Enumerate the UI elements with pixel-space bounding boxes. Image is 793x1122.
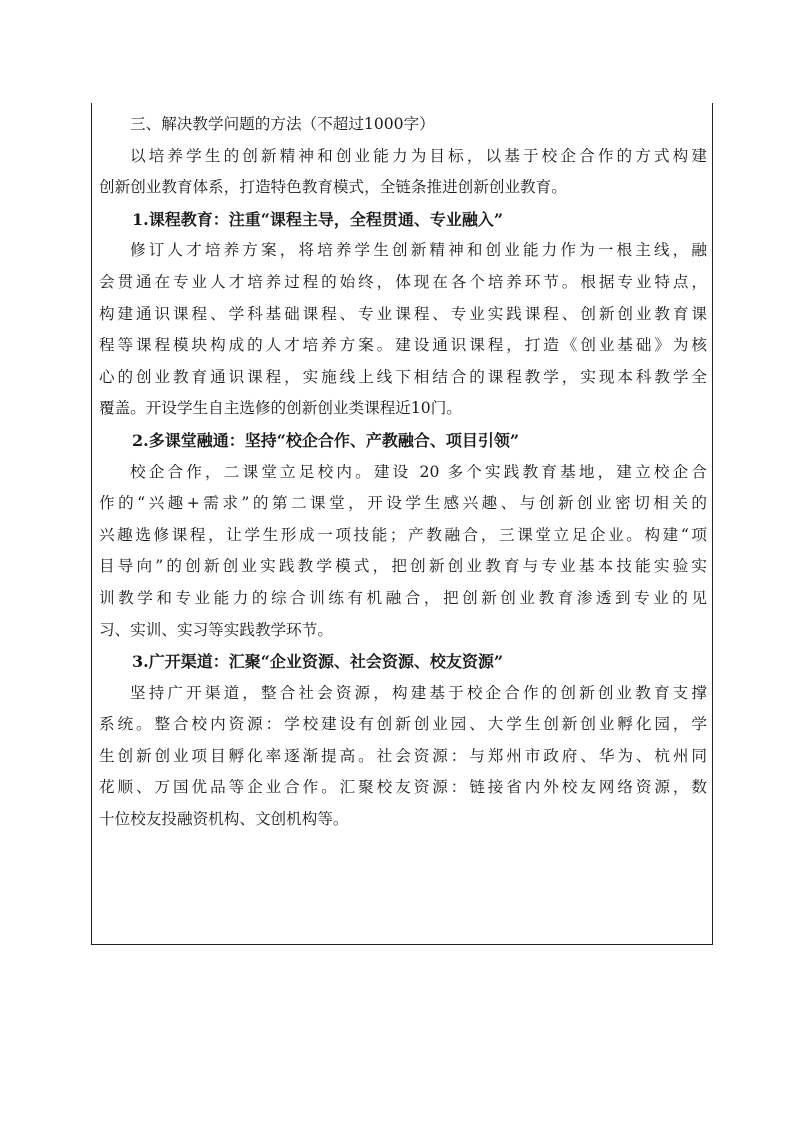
paragraph-line: 校企合作，二课堂立足校内。建设 20 多个实践教育基地，建立校企合 — [130, 462, 707, 481]
subsection-title-1: 1.课程教育：注重“课程主导，全程贯通、专业融入” — [132, 209, 504, 229]
paragraph-line: 程等课程模块构成的人才培养方案。建设通识课程，打造《创业基础》为核 — [99, 336, 707, 355]
paragraph-line: 兴趣选修课程，让学生形成一项技能；产教融合，三课堂立足企业。构建“项 — [99, 525, 707, 544]
paragraph-line: 覆盖。开设学生自主选修的创新创业类课程近10门。 — [99, 399, 462, 418]
paragraph-line: 目导向”的创新创业实践教学模式，把创新创业教育与专业基本技能实验实 — [99, 557, 707, 576]
paragraph-line: 构建通识课程、学科基础课程、专业课程、专业实践课程、创新创业教育课 — [99, 304, 707, 323]
intro-line: 以培养学生的创新精神和创业能力为目标，以基于校企合作的方式构建 — [130, 146, 707, 165]
paragraph-line: 作的“兴趣+需求”的第二课堂，开设学生感兴趣、与创新创业密切相关的 — [99, 494, 707, 513]
subsection-title-2: 2.多课堂融通：坚持“校企合作、产教融合、项目引领” — [132, 430, 520, 450]
paragraph-line: 十位校友投融资机构、文创机构等。 — [99, 810, 349, 829]
paragraph-line: 修订人才培养方案，将培养学生创新精神和创业能力作为一根主线，融 — [130, 241, 707, 260]
paragraph-line: 训教学和专业能力的综合训练有机融合，把创新创业教育渗透到专业的见 — [99, 588, 707, 607]
paragraph-line: 系统。整合校内资源：学校建设有创新创业园、大学生创新创业孵化园，学 — [99, 715, 707, 734]
subsection-title-3: 3.广开渠道：汇聚“企业资源、社会资源、校友资源” — [132, 652, 504, 672]
intro-line: 创新创业教育体系，打造特色教育模式，全链条推进创新创业教育。 — [99, 178, 567, 197]
document-content — [99, 109, 707, 836]
paragraph-line: 会贯通在专业人才培养过程的始终，体现在各个培养环节。根据专业特点， — [99, 272, 707, 291]
paragraph-line: 花顺、万国优品等企业合作。汇聚校友资源：链接省内外校友网络资源，数 — [99, 778, 707, 797]
paragraph-line: 习、实训、实习等实践教学环节。 — [99, 620, 333, 639]
paragraph-line: 坚持广开渠道，整合社会资源，构建基于校企合作的创新创业教育支撑 — [130, 683, 707, 702]
paragraph-line: 心的创业教育通识课程，实施线上线下相结合的课程教学，实现本科教学全 — [99, 367, 707, 386]
section-heading: 三、解决教学问题的方法（不超过1000字） — [130, 115, 435, 133]
paragraph-line: 生创新创业项目孵化率逐渐提高。社会资源：与郑州市政府、华为、杭州同 — [99, 746, 707, 765]
